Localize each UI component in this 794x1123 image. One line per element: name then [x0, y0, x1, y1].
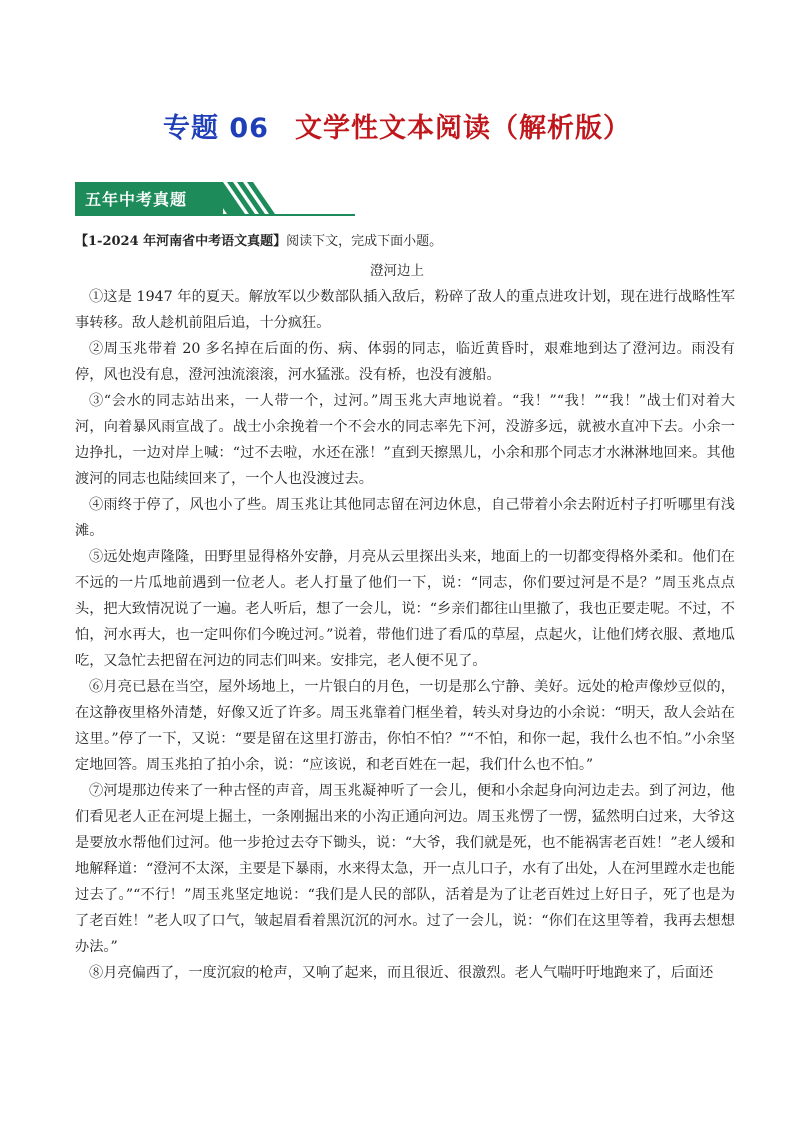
banner-underline [75, 214, 355, 216]
title-prefix: 专题 06 [163, 113, 269, 144]
banner-label: 五年中考真题 [85, 190, 188, 209]
paragraph-7: ⑦河堤那边传来了一种古怪的声音，周玉兆凝神听了一会儿，便和小余起身向河边走去。到了河边，他们看见老人正在河堤上掘土，一条刚掘出来的小沟正通向河边。周玉兆愣了一愣，猛然明白过来，大爷这是要放水帮他们过河。他一步抢过去夺下锄头，说：“大爷，我们就是死，也不能祸害老百姓！”老人缓和地解释道：“澄河不太深，主要是下暴雨，水来得太急，开一点儿口子，水有了出处，人在河里蹚水走也能过去了。”“不行！”周玉兆坚定地说：“我们是人民的部队，活着是为了让老百姓过上好日子，死了也是为了老百姓！”老人叹了口气，皱起眉看着黑沉沉的河水。过了一会儿，说：“你们在这里等着，我再去想想办法。” [75, 783, 735, 955]
question-intro [75, 232, 735, 252]
section-banner [75, 182, 355, 216]
paragraph-8: ⑧月亮偏西了，一度沉寂的枪声，又响了起来，而且很近、很激烈。老人气喘吁吁地跑来了，后面还 [89, 965, 714, 981]
paragraph-4: ④雨终于停了，风也小了些。周玉兆让其他同志留在河边休息，自己带着小余去附近村子打听哪里有浅滩。 [75, 497, 735, 539]
question-source: 【1-2024 年河南省中考语文真题】 [75, 234, 287, 249]
paragraph-1: ①这是 1947 年的夏天。解放军以少数部队插入敌后，粉碎了敌人的重点进攻计划，现在进行战略性军事转移。敌人趁机前阻后追，十分疯狂。 [75, 289, 735, 331]
paragraph-2: ②周玉兆带着 20 多名掉在后面的伤、病、体弱的同志，临近黄昏时，艰难地到达了澄河边。雨没有停，风也没有息，澄河浊流滚滚，河水猛涨。没有桥，也没有渡船。 [75, 341, 735, 383]
page-title [0, 106, 794, 145]
article-body [75, 284, 735, 986]
question-instruction: 阅读下文，完成下面小题。 [286, 234, 443, 249]
paragraph-6: ⑥月亮已悬在当空，屋外场地上，一片银白的月色，一切是那么宁静、美好。远处的枪声像炒豆似的，在这静夜里格外清楚，好像又近了许多。周玉兆靠着门框坐着，转头对身边的小余说：“明天，敌人会站在这里。”停了一下，又说：“要是留在这里打游击，你怕不怕？”“不怕，和你一起，我什么也不怕。”小余坚定地回答。周玉兆拍了拍小余，说：“应该说，和老百姓在一起，我们什么也不怕。” [75, 679, 735, 773]
paragraph-5: ⑤远处炮声隆隆，田野里显得格外安静，月亮从云里探出头来，地面上的一切都变得格外柔和。他们在不远的一片瓜地前遇到一位老人。老人打量了他们一下，说：“同志，你们要过河是不是？”周玉兆点点头，把大致情况说了一遍。老人听后，想了一会儿，说：“乡亲们都往山里撤了，我也正要走呢。不过，不怕，河水再大，也一定叫你们今晚过河。”说着，带他们进了看瓜的草屋，点起火，让他们烤衣服、煮地瓜吃，又急忙去把留在河边的同志们叫来。安排完，老人便不见了。 [75, 549, 735, 669]
title-main: 文学性文本阅读（解析版） [294, 113, 631, 144]
article-title: 澄河边上 [370, 263, 424, 279]
paragraph-3: ③“会水的同志站出来，一人带一个，过河。”周玉兆大声地说着。“我！”“我！”“我！”战士们对着大河，向着暴风雨宣战了。战士小余挽着一个不会水的同志率先下河，没游多远，就被水直冲下去。小余一边挣扎，一边对岸上喊：“过不去啦，水还在涨！”直到天擦黑儿，小余和那个同志才水淋淋地回来。其他渡河的同志也陆续回来了，一个人也没渡过去。 [75, 393, 735, 487]
banner-stripes-icon [205, 182, 335, 214]
